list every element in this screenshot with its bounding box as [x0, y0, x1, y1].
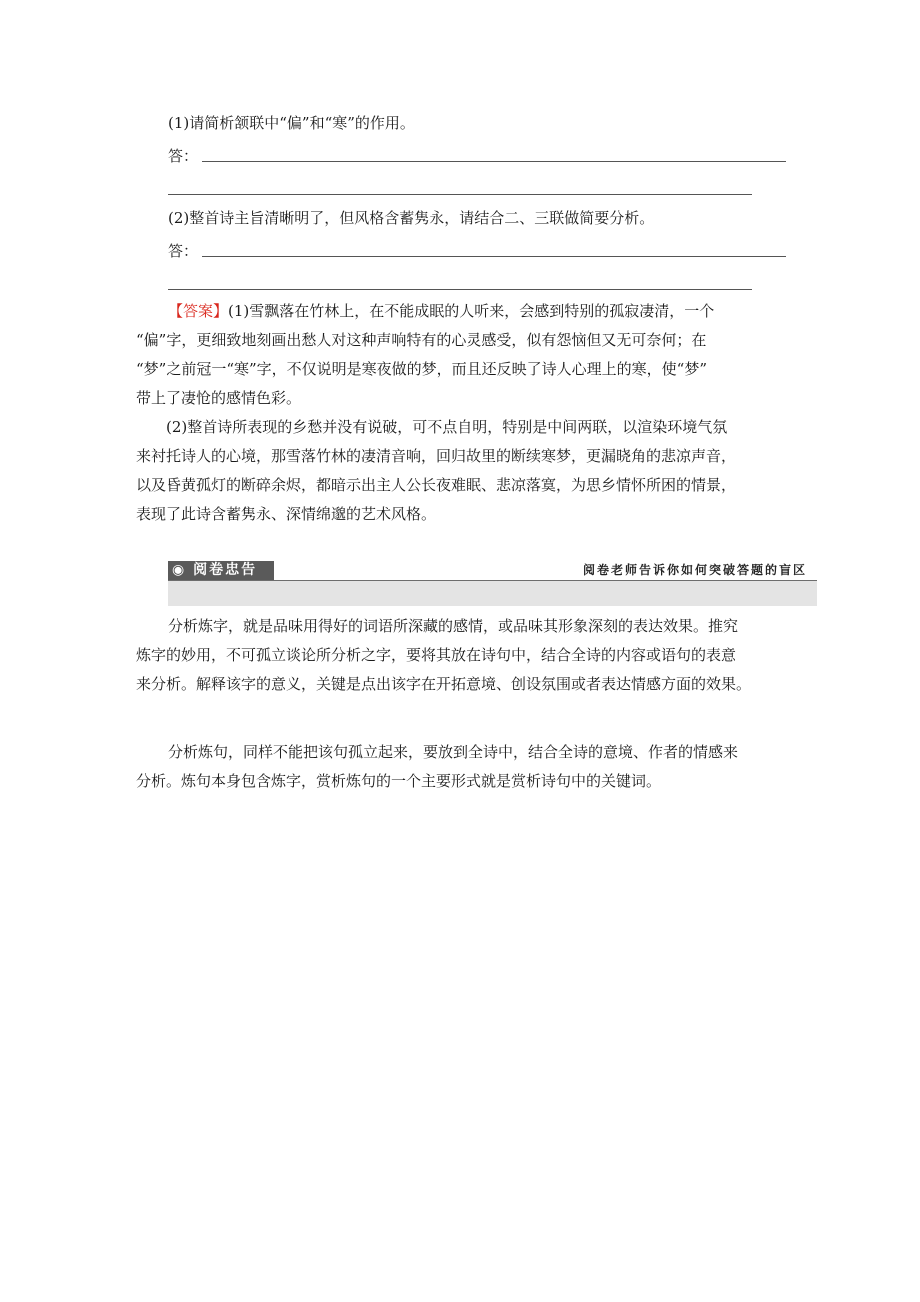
question-1-prompt: (1)请简析颔联中“偏”和“寒”的作用。 — [168, 114, 415, 132]
banner-header — [168, 561, 817, 581]
answer-line-7: 以及昏黄孤灯的断碎余烬，都暗示出主人公长夜难眠、悲凉落寞，为思乡情怀所困的情景， — [136, 476, 737, 494]
answer-label: 答： — [168, 242, 199, 260]
question-2-answer-row — [168, 240, 786, 262]
answer-line-2: “偏”字，更细致地刻画出愁人对这种声响特有的心灵感受，似有怨恼但又无可奈何；在 — [136, 331, 707, 349]
answer-line-3: “梦”之前冠一“寒”字，不仅说明是寒夜做的梦，而且还反映了诗人心理上的寒，使“梦” — [136, 360, 708, 378]
advice-line: 来分析。解释该字的意义，关键是点出该字在开拓意境、创设氛围或者表达情感方面的效果。 — [136, 675, 752, 693]
advice-line: 分析。炼句本身包含炼字，赏析炼句的一个主要形式就是赏析诗句中的关键词。 — [136, 772, 662, 790]
answer-line-1 — [168, 297, 828, 326]
question-2-prompt: (2)整首诗主旨清晰明了，但风格含蓄隽永，请结合二、三联做简要分析。 — [168, 209, 655, 227]
advice-line: 炼字的妙用，不可孤立谈论所分析之字，要将其放在诗句中，结合全诗的内容或语句的表意 — [136, 646, 737, 664]
advice-line: 分析炼字，就是品味用得好的词语所深藏的感情，或品味其形象深刻的表达效果。推究 — [168, 617, 739, 635]
advice-banner — [168, 561, 817, 606]
answer-line-6: 来衬托诗人的心境，那雪落竹林的凄清音响，回归故里的断续寒梦，更漏晓角的悲凉声音， — [136, 447, 737, 465]
answer-line[interactable] — [202, 256, 786, 257]
banner-title: ◉ 阅卷忠告 — [168, 561, 274, 580]
banner-subtitle: 阅卷老师告诉你如何突破答题的盲区 — [582, 563, 807, 577]
answer-line[interactable] — [202, 161, 786, 162]
answer-section — [136, 297, 828, 529]
question-1-answer-row — [168, 145, 786, 167]
answer-line[interactable] — [168, 194, 752, 195]
banner-strip — [168, 581, 817, 606]
answer-line-8: 表现了此诗含蓄隽永、深情绵邈的艺术风格。 — [136, 505, 437, 523]
answer-line-4: 带上了凄怆的感情色彩。 — [136, 389, 302, 407]
answer-label: 答： — [168, 147, 199, 165]
advice-line: 分析炼句，同样不能把该句孤立起来，要放到全诗中，结合全诗的意境、作者的情感来 — [168, 743, 739, 761]
answer-tag: 【答案】 — [168, 302, 229, 320]
advice-paragraph-2 — [136, 738, 828, 796]
answer-line[interactable] — [168, 289, 752, 290]
answer-text: (1)雪飘落在竹林上，在不能成眠的人听来，会感到特别的孤寂凄清，一个 — [228, 302, 715, 320]
answer-line-5: (2)整首诗所表现的乡愁并没有说破，可不点自明，特别是中间两联，以渲染环境气氛 — [166, 418, 728, 436]
advice-paragraph-1 — [136, 612, 828, 699]
